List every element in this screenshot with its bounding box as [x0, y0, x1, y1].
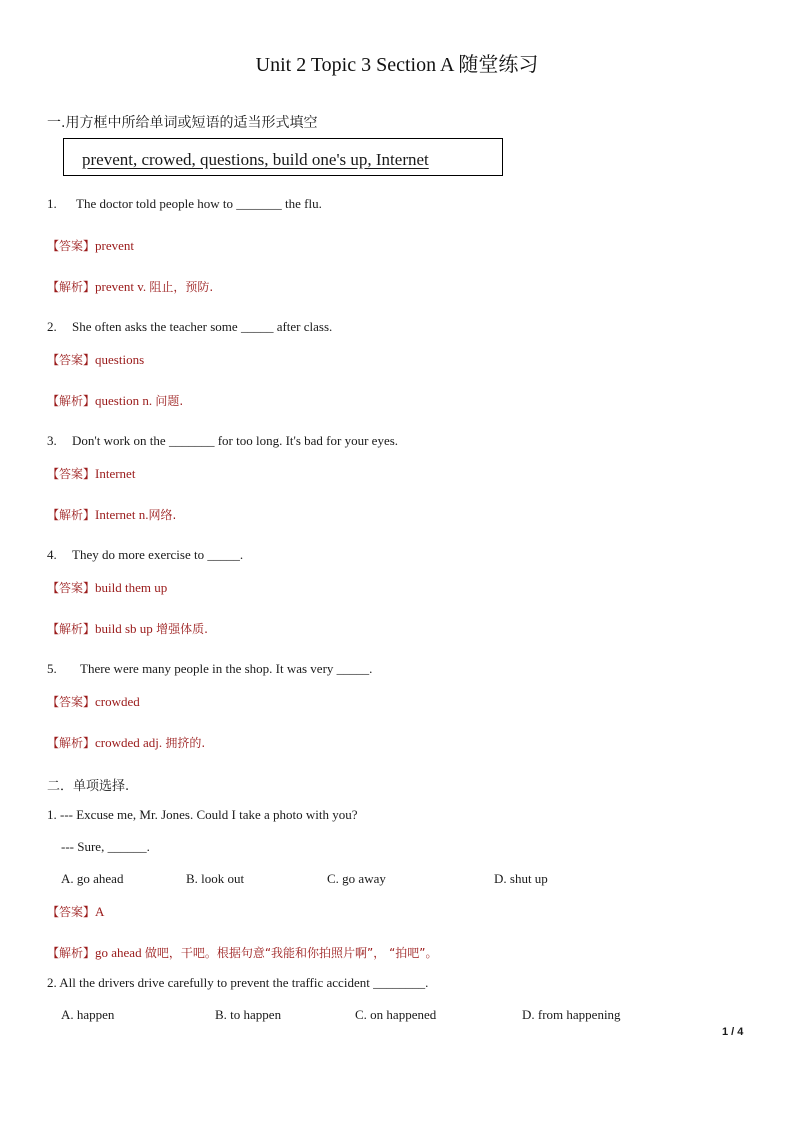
question-number: 3.	[47, 433, 57, 448]
analysis-tag: 【解析】	[47, 946, 96, 960]
answer-5	[47, 693, 140, 710]
analysis-tag: 【解析】	[47, 508, 96, 522]
answer-tag: 【答案】	[47, 695, 96, 709]
word-box-text: prevent, crowed, questions, build one's up, Internet	[82, 150, 429, 169]
analysis-en: prevent v.	[95, 279, 147, 294]
mc-2-option-c: C. on happened	[355, 1007, 437, 1022]
answer-3	[47, 465, 135, 482]
question-3	[47, 433, 398, 449]
section-1-heading: 一.用方框中所给单词或短语的适当形式填空	[47, 115, 318, 131]
mc-1-option-c: C. go away	[327, 871, 386, 886]
analysis-tag: 【解析】	[47, 280, 96, 294]
question-4	[47, 547, 243, 563]
mc-1-option-d: D. shut up	[494, 871, 548, 886]
answer-text: prevent	[95, 238, 134, 253]
analysis-2	[47, 392, 183, 409]
mc-2-option-b: B. to happen	[215, 1007, 282, 1022]
answer-2	[47, 351, 144, 368]
page-number: 1 / 4	[722, 1026, 744, 1038]
analysis-tag: 【解析】	[47, 394, 96, 408]
mc-1-option-a: A. go ahead	[61, 871, 124, 886]
question-number: 2.	[47, 319, 57, 334]
analysis-cn: 拥挤的.	[165, 736, 206, 750]
mc-1-option-b: B. look out	[186, 871, 245, 886]
analysis-tag: 【解析】	[47, 736, 96, 750]
question-number: 5.	[47, 661, 57, 676]
question-2	[47, 319, 332, 335]
analysis-cn: 阻止，预防.	[149, 280, 214, 294]
answer-text: A	[95, 904, 105, 919]
question-text: They do more exercise to _____.	[72, 547, 244, 562]
question-1	[47, 196, 322, 212]
answer-tag: 【答案】	[47, 239, 96, 253]
answer-tag: 【答案】	[47, 905, 96, 919]
answer-4	[47, 579, 167, 596]
analysis-4	[47, 620, 208, 637]
analysis-5	[47, 734, 205, 751]
mc-2-option-d: D. from happening	[522, 1007, 621, 1022]
answer-tag: 【答案】	[47, 581, 96, 595]
analysis-tag: 【解析】	[47, 622, 96, 636]
analysis-en: question n.	[95, 393, 153, 408]
question-text: Don't work on the _______ for too long. It's bad for your eyes.	[72, 433, 399, 448]
analysis-en: go ahead	[95, 945, 142, 960]
answer-text: questions	[95, 352, 145, 367]
question-text: The doctor told people how to _______ the flu.	[76, 196, 322, 211]
analysis-3	[47, 506, 176, 523]
word-box	[63, 138, 503, 176]
mc-question-1-reply: --- Sure, ______.	[61, 839, 150, 854]
answer-tag: 【答案】	[47, 467, 96, 481]
analysis-cn: 做吧，干吧。根据句意“我能和你拍照片啊”， “拍吧”。	[144, 946, 438, 960]
analysis-en: build sb up	[95, 621, 153, 636]
mc-1-analysis	[47, 944, 438, 961]
mc-1-answer	[47, 903, 104, 920]
analysis-en: crowded adj.	[95, 735, 163, 750]
question-number: 1.	[47, 196, 57, 211]
question-5	[47, 661, 372, 677]
answer-text: build them up	[95, 580, 168, 595]
mc-question-2: 2. All the drivers drive carefully to prevent the traffic accident ________.	[47, 975, 429, 990]
answer-text: crowded	[95, 694, 140, 709]
analysis-cn: 增强体质.	[156, 622, 208, 636]
analysis-1	[47, 278, 213, 295]
mc-2-option-a: A. happen	[61, 1007, 115, 1022]
analysis-cn: 问题.	[155, 394, 184, 408]
question-number: 4.	[47, 547, 57, 562]
analysis-cn: 网络.	[148, 508, 177, 522]
analysis-en: Internet n.	[95, 507, 149, 522]
answer-tag: 【答案】	[47, 353, 96, 367]
mc-question-1: 1. --- Excuse me, Mr. Jones. Could I take a photo with you?	[47, 807, 358, 822]
question-text: She often asks the teacher some _____ after class.	[72, 319, 333, 334]
section-2-heading: 二．单项选择.	[47, 779, 130, 794]
answer-text: Internet	[95, 466, 136, 481]
page-title: Unit 2 Topic 3 Section A 随堂练习	[255, 54, 539, 76]
question-text: There were many people in the shop. It was very _____.	[80, 661, 373, 676]
answer-1	[47, 237, 134, 254]
